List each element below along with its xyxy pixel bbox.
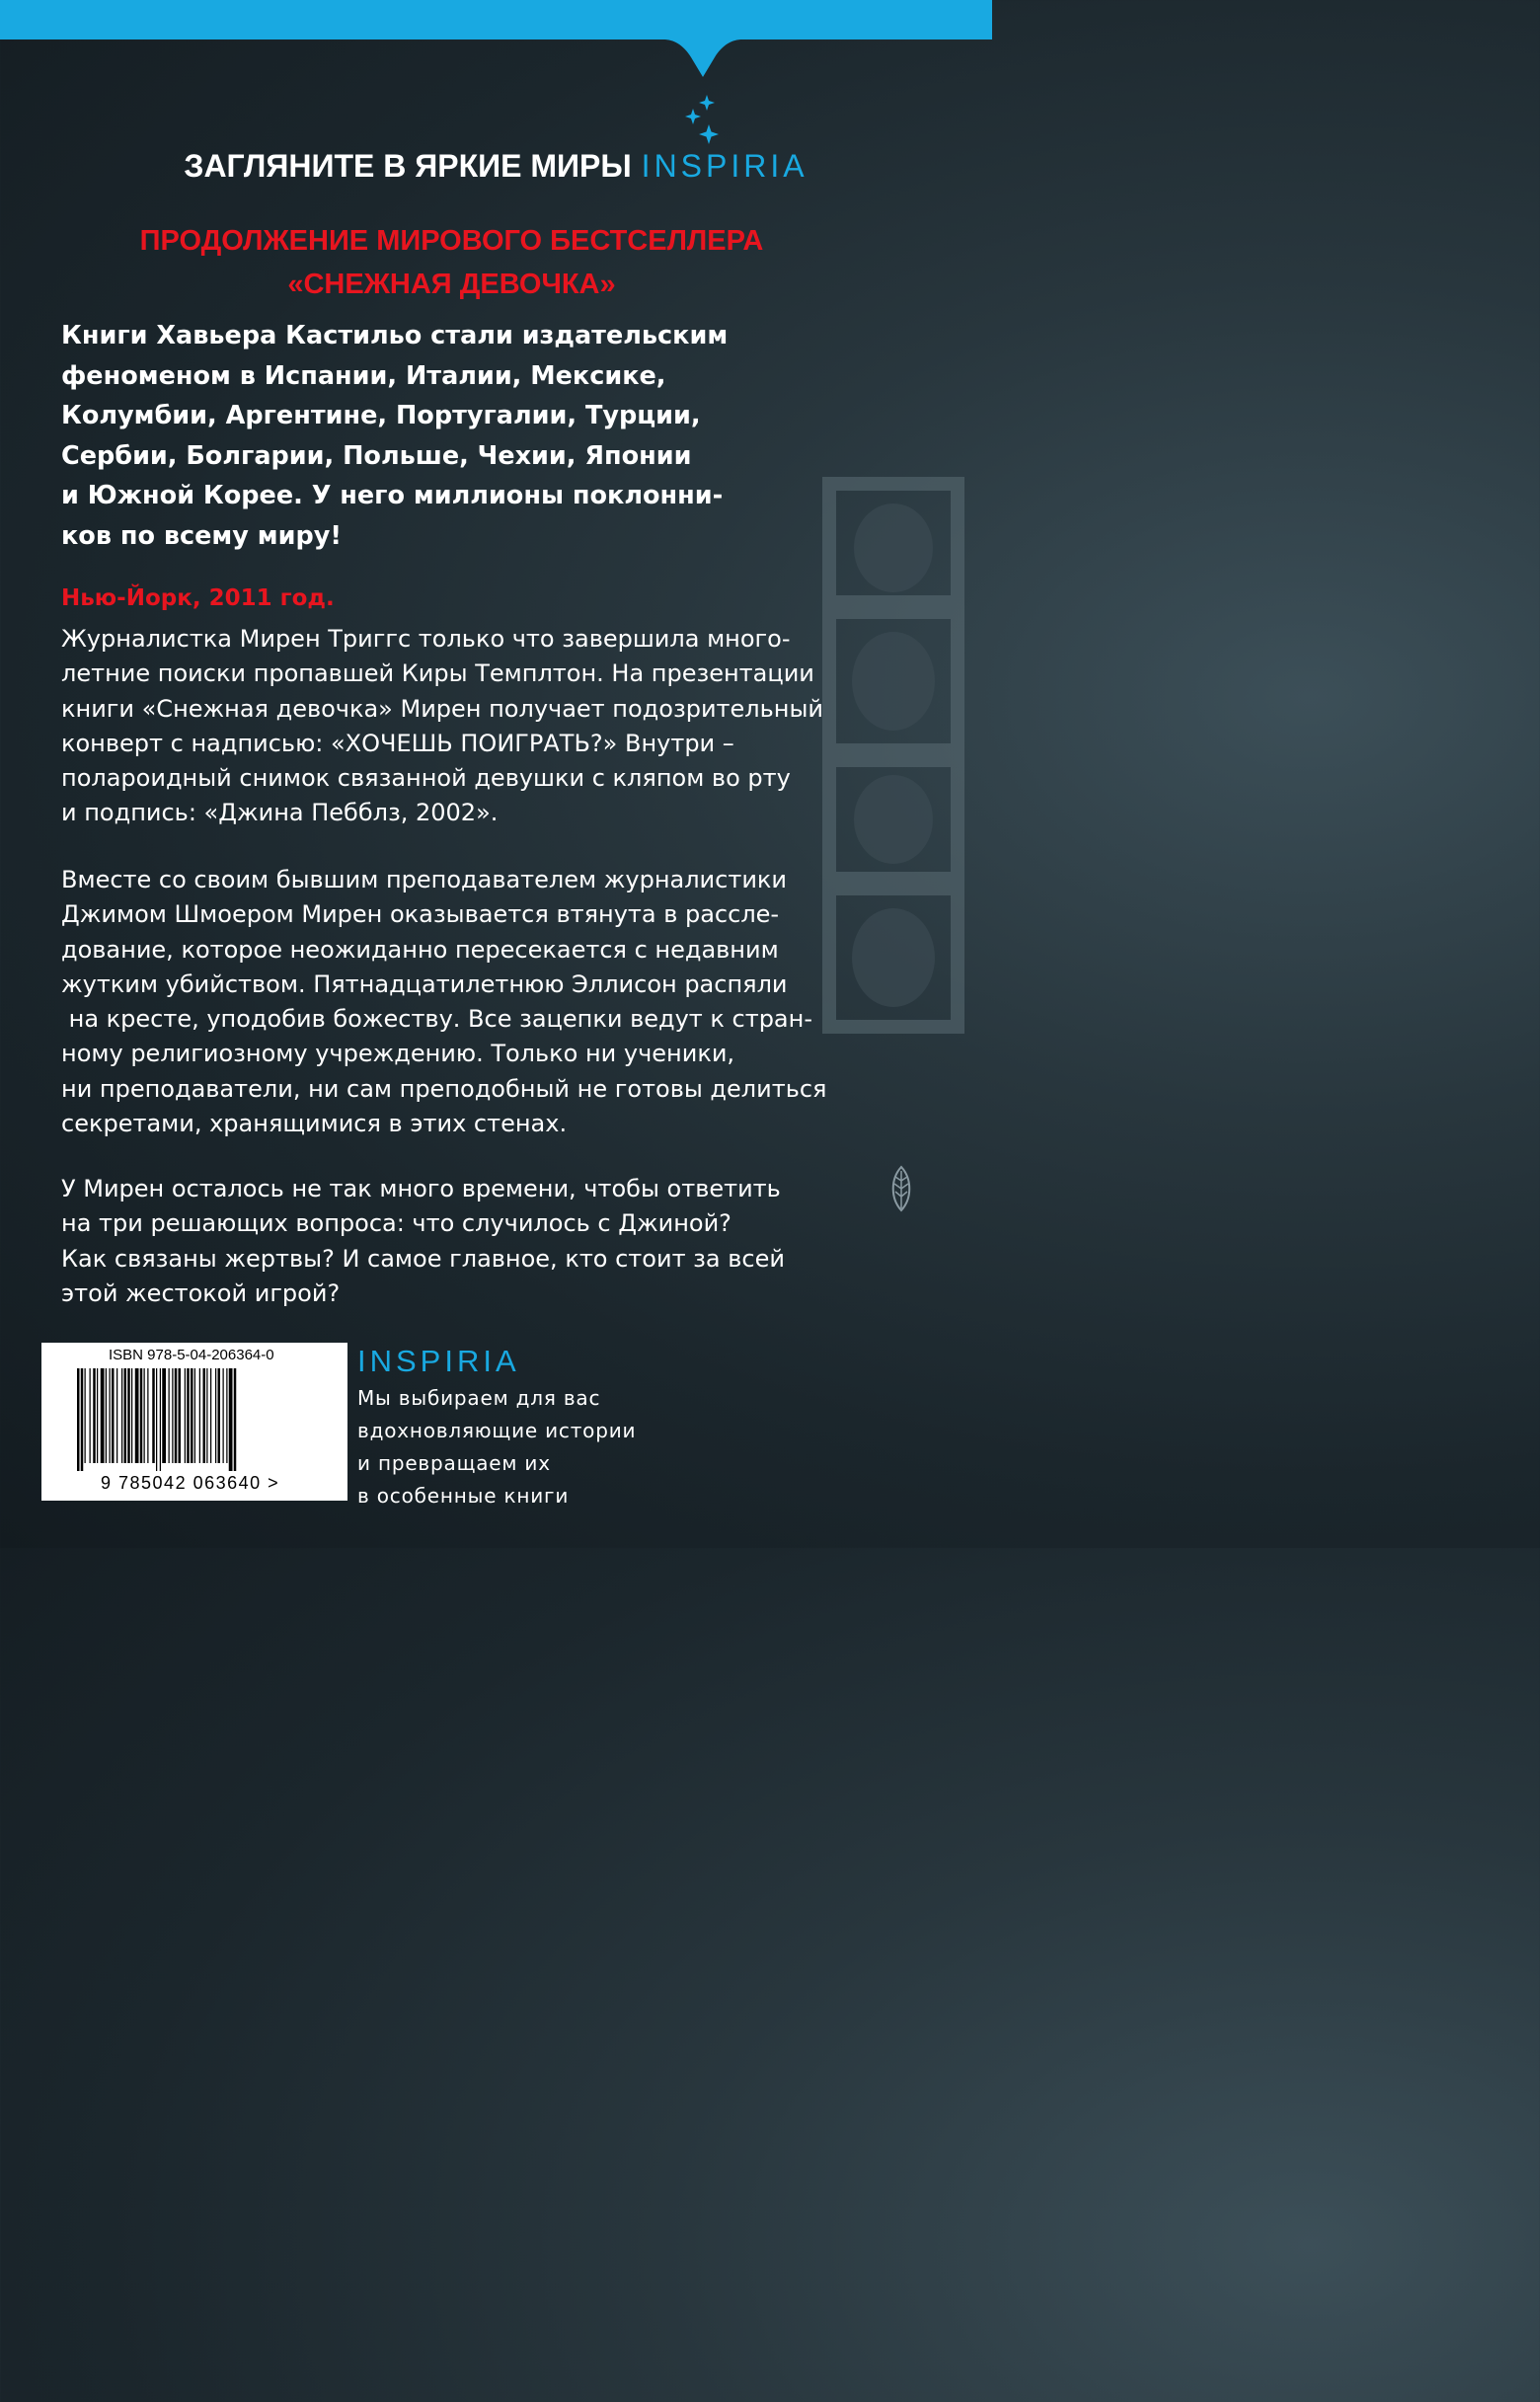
barcode-bar xyxy=(116,1368,117,1463)
paragraph-line: жутким убийством. Пятнадцатилетнюю Эллисон распяли xyxy=(61,969,788,998)
paragraph-line: ному религиозному учреждению. Только ни ученики, xyxy=(61,1040,735,1068)
barcode-bar xyxy=(172,1368,173,1463)
publisher-line: Мы выбираем для вас xyxy=(357,1386,601,1410)
publisher-line: и превращаем их xyxy=(357,1451,551,1475)
barcode-bar xyxy=(110,1368,111,1463)
barcode-bar xyxy=(203,1368,206,1463)
barcode-bar xyxy=(106,1368,107,1463)
paragraph-line: конверт с надписью: «ХОЧЕШЬ ПОИГРАТЬ?» Внутри – xyxy=(61,729,734,757)
series-headline xyxy=(0,219,903,306)
barcode-bar xyxy=(206,1368,207,1463)
barcode-digits: 9 785042 063640 > xyxy=(101,1473,280,1493)
headline-line-2: «СНЕЖНАЯ ДЕВОЧКА» xyxy=(287,269,616,300)
publisher-line: вдохновляющие истории xyxy=(357,1419,637,1442)
barcode-bar xyxy=(152,1368,155,1463)
paragraph-line: полароидный снимок связанной девушки с кляпом во рту xyxy=(61,764,791,793)
lead-paragraph xyxy=(61,316,831,556)
lead-line: и Южной Корее. У него миллионы поклонни- xyxy=(61,481,724,510)
barcode-bar xyxy=(218,1368,221,1463)
paragraph-line: Вместе со своим бывшим преподавателем журналистики xyxy=(61,866,788,893)
paragraph-line: секретами, хранящимися в этих стенах. xyxy=(61,1110,568,1138)
paragraph-line: этой жестокой игрой? xyxy=(61,1278,341,1307)
paragraph-line: Как связаны жертвы? И самое главное, кто стоит за всей xyxy=(61,1244,785,1273)
barcode-bar xyxy=(147,1368,148,1463)
barcode-bar xyxy=(135,1368,139,1463)
tagline xyxy=(0,148,992,185)
barcode-bar xyxy=(191,1368,193,1463)
barcode-bar xyxy=(160,1368,161,1471)
barcode-bar xyxy=(81,1368,84,1471)
headline-line-1: ПРОДОЛЖЕНИЕ МИРОВОГО БЕСТСЕЛЛЕРА xyxy=(139,225,764,257)
paragraph-line: и подпись: «Джина Пебблз, 2002». xyxy=(61,799,499,827)
paragraph-line: Джимом Шмоером Мирен оказывается втянута в рассле- xyxy=(61,900,780,929)
barcode-bar xyxy=(234,1368,237,1471)
lead-line: Книги Хавьера Кастильо стали издательским xyxy=(61,321,729,350)
barcode-bar xyxy=(169,1368,170,1463)
lead-line: феноменом в Испании, Италии, Мексике, xyxy=(61,360,666,391)
barcode-bar xyxy=(210,1368,211,1463)
paragraph-line: на кресте, уподобив божеству. Все зацепки ведут к стран- xyxy=(61,1005,812,1034)
isbn-label: ISBN 978-5-04-206364-0 xyxy=(109,1347,274,1363)
barcode-bar xyxy=(77,1368,80,1471)
synopsis-paragraph-2 xyxy=(61,863,841,1141)
barcode-bar xyxy=(175,1368,178,1463)
top-blue-tab xyxy=(663,0,742,99)
publisher-block xyxy=(357,1343,673,1512)
barcode-bar xyxy=(156,1368,157,1471)
tagline-brand: INSPIRIA xyxy=(641,148,808,184)
paragraph-line: Журналистка Мирен Триггс только что завершила много- xyxy=(61,625,791,653)
synopsis-paragraph-1 xyxy=(61,622,841,831)
barcode-bar xyxy=(194,1368,195,1463)
lead-line: Сербии, Болгарии, Польше, Чехии, Японии xyxy=(61,440,692,471)
top-blue-band xyxy=(0,0,992,39)
barcode-bar xyxy=(185,1368,186,1463)
barcode-bar xyxy=(215,1368,216,1463)
barcode-bar xyxy=(162,1368,166,1463)
barcode-bar xyxy=(112,1368,115,1463)
lead-line: ков по всему миру! xyxy=(61,520,342,551)
barcode-image xyxy=(77,1368,314,1471)
barcode-bar xyxy=(93,1368,96,1463)
barcode-bar xyxy=(179,1368,182,1463)
location-date: Нью-Йорк, 2011 год. xyxy=(61,585,335,611)
barcode-bar xyxy=(131,1368,132,1463)
barcode-bar xyxy=(144,1368,145,1463)
barcode-bar xyxy=(101,1368,105,1463)
synopsis-paragraph-3 xyxy=(61,1172,841,1311)
paragraph-line: книги «Снежная девочка» Мирен получает подозрительный xyxy=(61,694,824,723)
barcode-bar xyxy=(140,1368,143,1463)
barcode-bar xyxy=(187,1368,190,1463)
barcode-bar xyxy=(127,1368,130,1463)
paragraph-line: ни преподаватели, ни сам преподобный не готовы делиться xyxy=(61,1074,827,1103)
barcode-bar xyxy=(124,1368,127,1463)
barcode-bar xyxy=(199,1368,200,1463)
barcode-bar xyxy=(121,1368,122,1463)
publisher-logo: INSPIRIA xyxy=(357,1344,520,1378)
sparkle-stars-icon xyxy=(685,95,721,146)
tagline-text: ЗАГЛЯНИТЕ В ЯРКИЕ МИРЫ xyxy=(184,148,632,184)
barcode-bar xyxy=(97,1368,98,1463)
barcode-bar xyxy=(226,1368,227,1463)
barcode-bar xyxy=(229,1368,233,1471)
paragraph-line: на три решающих вопроса: что случилось с Джиной? xyxy=(61,1209,732,1238)
feather-leaf-icon xyxy=(886,1165,916,1212)
paragraph-line: У Мирен осталось не так много времени, чтобы ответить xyxy=(61,1175,781,1202)
publisher-line: в особенные книги xyxy=(357,1484,570,1508)
barcode-bar xyxy=(90,1368,91,1463)
lead-line: Колумбии, Аргентине, Португалии, Турции, xyxy=(61,401,701,430)
paragraph-line: летние поиски пропавшей Киры Темплтон. На презентации xyxy=(61,659,814,688)
barcode-box xyxy=(41,1343,347,1501)
barcode-bar xyxy=(85,1368,86,1463)
barcode-bar xyxy=(223,1368,224,1463)
paragraph-line: дование, которое неожиданно пересекается с недавним xyxy=(61,935,779,964)
